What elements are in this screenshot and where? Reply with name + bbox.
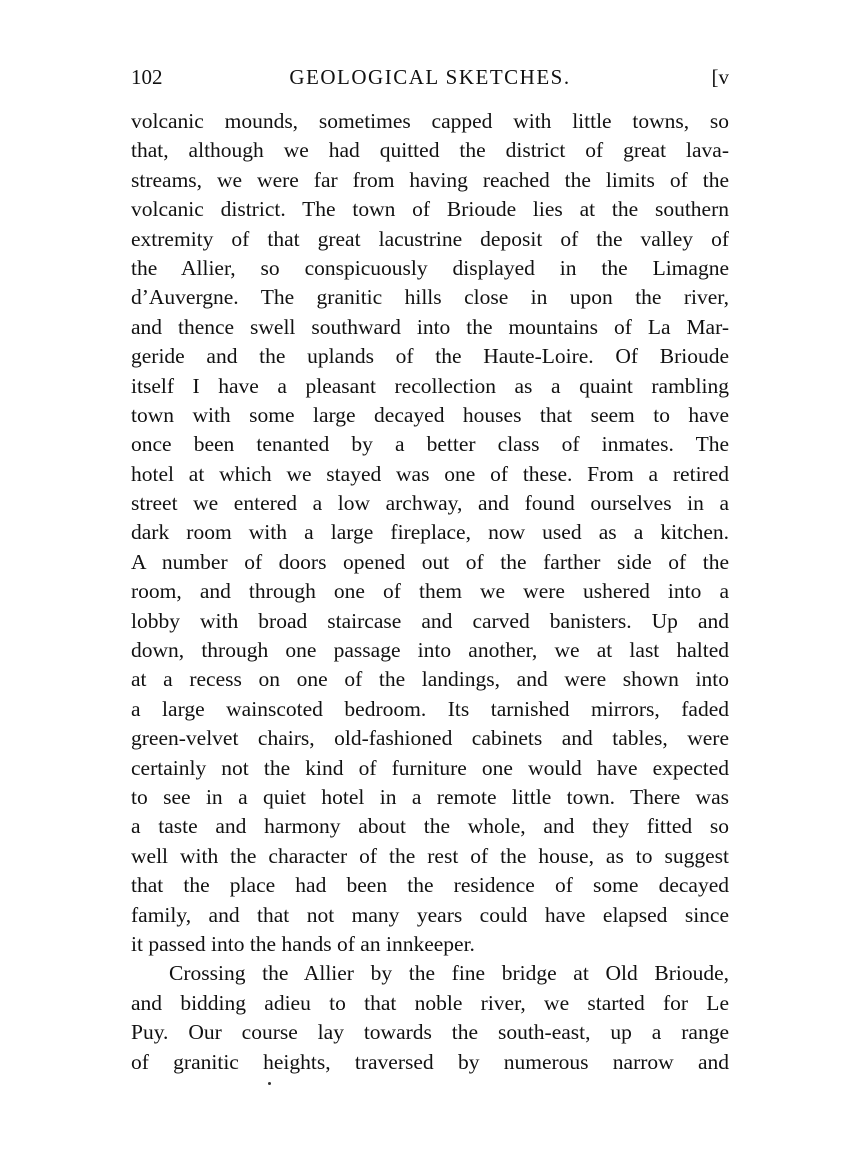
text-line: volcanic mounds, sometimes capped with little towns, so xyxy=(131,109,729,133)
text-line: of granitic heights, traversed by numerous narrow and xyxy=(131,1049,729,1074)
text-line: a taste and harmony about the whole, and they fitted so xyxy=(131,814,729,839)
text-line: that, although we had quitted the district of great lava- xyxy=(131,138,729,163)
paragraph xyxy=(131,107,729,959)
page-number: 102 xyxy=(131,65,163,89)
body-text xyxy=(131,107,729,1077)
text-line: d’Auvergne. The granitic hills close in upon the river, xyxy=(131,285,729,310)
text-line: down, through one passage into another, we at last halted xyxy=(131,638,729,663)
text-line: once been tenanted by a better class of inmates. The xyxy=(131,432,729,457)
text-line: at a recess on one of the landings, and were shown into xyxy=(131,667,729,692)
text-line: and bidding adieu to that noble river, we started for Le xyxy=(131,990,729,1015)
text-line: green-velvet chairs, old-fashioned cabinets and tables, were xyxy=(131,726,729,751)
text-line: certainly not the kind of furniture one would have expected xyxy=(131,755,729,780)
text-line: Crossing the Allier by the fine bridge at Old Brioude, xyxy=(169,961,729,986)
running-title: GEOLOGICAL SKETCHES. xyxy=(289,65,571,89)
text-line: to see in a quiet hotel in a remote little town. There was xyxy=(131,784,729,809)
text-line: family, and that not many years could have elapsed since xyxy=(131,902,729,927)
text-line: room, and through one of them we were ushered into a xyxy=(131,579,729,604)
text-line: A number of doors opened out of the farther side of the xyxy=(131,549,729,574)
text-line: hotel at which we stayed was one of these. From a retired xyxy=(131,461,729,486)
paragraph xyxy=(131,959,729,1077)
text-line: the Allier, so conspicuously displayed in the Limagne xyxy=(131,255,729,280)
text-line: streams, we were far from having reached the limits of the xyxy=(131,167,729,192)
text-line: that the place had been the residence of some decayed xyxy=(131,873,729,898)
text-line: volcanic district. The town of Brioude lies at the southern xyxy=(131,197,729,222)
text-line: street we entered a low archway, and found ourselves in a xyxy=(131,491,729,516)
text-line: extremity of that great lacustrine deposit of the valley of xyxy=(131,226,729,251)
text-line: town with some large decayed houses that seem to have xyxy=(131,402,729,427)
text-line: Puy. Our course lay towards the south-east, up a range xyxy=(131,1020,729,1045)
text-line: itself I have a pleasant recollection as a quaint rambling xyxy=(131,373,729,398)
text-line: and thence swell southward into the mountains of La Mar- xyxy=(131,314,729,339)
text-line: geride and the uplands of the Haute-Loire. Of Brioude xyxy=(131,344,729,369)
text-line: lobby with broad staircase and carved banisters. Up and xyxy=(131,608,729,633)
text-line: well with the character of the rest of the house, as to suggest xyxy=(131,843,729,868)
text-line: it passed into the hands of an innkeeper. xyxy=(131,931,475,956)
print-speck xyxy=(268,1082,271,1085)
text-line: a large wainscoted bedroom. Its tarnished mirrors, faded xyxy=(131,696,729,721)
running-head xyxy=(131,60,729,94)
text-line: dark room with a large fireplace, now used as a kitchen. xyxy=(131,520,729,545)
chapter-mark: [v xyxy=(711,65,729,89)
